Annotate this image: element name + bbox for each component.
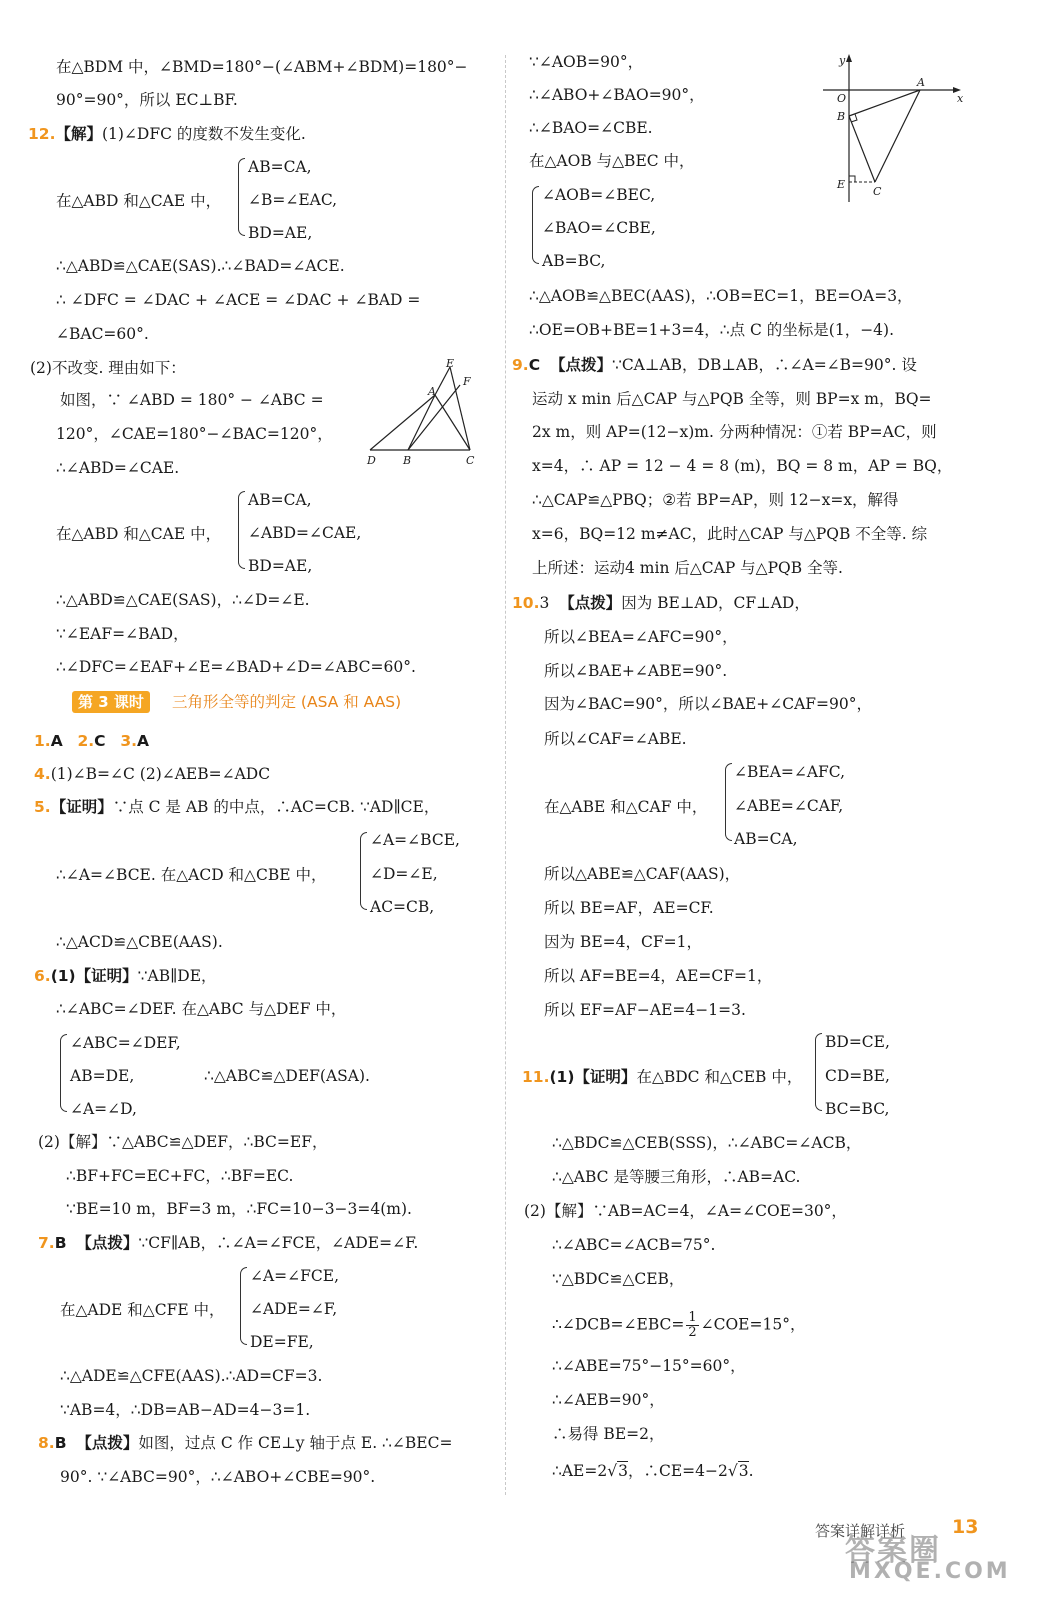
system-lead: 在△ABD 和△CAE 中， [56, 192, 222, 210]
text-line: 所以 EF=AF−AE=4−1=3. [544, 1001, 746, 1019]
system-lead: 在△ABE 和△CAF 中， [544, 798, 708, 816]
radicand: 3 [618, 1462, 628, 1480]
text-line: ∴ ∠DFC = ∠DAC + ∠ACE = ∠DAC + ∠BAD = [56, 291, 421, 309]
text-line: ∴∠AEB=90°， [552, 1391, 665, 1409]
answer-value: B [54, 1234, 67, 1252]
system-lead: 在△ADE 和△CFE 中， [60, 1301, 225, 1319]
system-row: CD=BE, [825, 1067, 890, 1085]
question-number: 7. [38, 1234, 55, 1252]
question-number: 5. [34, 798, 51, 816]
label-A: A [428, 385, 436, 398]
system-row: AB=CA, [734, 830, 798, 848]
watermark-url: MXQE.COM [849, 1559, 1011, 1584]
text: ∵点 C 是 AB 的中点，∴AC=CB. ∵AD∥CE， [112, 798, 440, 816]
text-line: 上所述：运动4 min 后△CAP 与△PQB 全等. [532, 559, 843, 577]
label-F: F [463, 375, 471, 388]
text-line: 所以∠CAF=∠ABE. [544, 730, 687, 748]
text-line: ∴△ADE≌△CFE(AAS).∴AD=CF=3. [60, 1367, 323, 1385]
question-12 [28, 124, 306, 144]
system-row: BD=AE, [248, 224, 313, 242]
label-O: O [837, 92, 847, 105]
text-line: 2x m，则 AP=(12−x)m. 分两种情况：①若 BP=AC，则 [532, 423, 937, 441]
label-C: C [466, 454, 475, 467]
text: ∴AE=2 [552, 1462, 608, 1480]
text: (1)∠DFC 的度数不发生变化. [101, 125, 306, 143]
answer-value: A [50, 732, 63, 750]
label-A: A [917, 76, 925, 89]
question-11 [522, 1067, 802, 1087]
page-number: 13 [952, 1516, 979, 1538]
brace [238, 491, 245, 569]
text-line: ∵BE=10 m，BF=3 m，∴FC=10−3−3=4(m). [66, 1200, 412, 1218]
text: ∴∠DCB=∠EBC= [552, 1315, 685, 1334]
answer-tag: 【证明】 [50, 798, 113, 816]
label-B: B [403, 454, 412, 467]
question-9 [512, 355, 917, 375]
system-row: ∠ADE=∠F, [250, 1300, 338, 1318]
text-line: ∵△BDC≌△CEB， [552, 1270, 685, 1288]
text-line: 所以∠BAE+∠ABE=90°. [544, 662, 728, 680]
system-row: ∠D=∠E, [370, 865, 438, 883]
text-line: ∴△BDC≌△CEB(SSS)，∴∠ABC=∠ACB， [552, 1134, 862, 1152]
text-line: ∴BF+FC=EC+FC，∴BF=EC. [66, 1167, 294, 1185]
system-row: ∠ABD=∠CAE, [248, 524, 362, 542]
text-line: ∴∠ABE=75°−15°=60°， [552, 1357, 746, 1375]
question-10 [512, 593, 810, 613]
text-line: 所以 BE=AF，AE=CF. [544, 899, 714, 917]
text-line: ∴△CAP≌△PBQ；②若 BP=AP，则 12−x=x，解得 [532, 491, 899, 509]
system-row: ∠ABC=∠DEF, [70, 1034, 181, 1052]
system-lead: 在△ABD 和△CAE 中， [56, 525, 222, 543]
brace [60, 1034, 67, 1112]
text-line: ∴△AOB≌△BEC(AAS)，∴OB=EC=1，BE=OA=3， [529, 287, 913, 305]
text-line: 因为 BE=4，CF=1， [544, 933, 702, 951]
label-C: C [873, 185, 882, 198]
answer-value: B [54, 1434, 67, 1452]
question-5 [34, 797, 439, 817]
text-line: ∴∠DFC=∠EAF+∠E=∠BAD+∠D=∠ABC=60°. [56, 658, 416, 676]
text: 因为 BE⊥AD，CF⊥AD， [621, 594, 810, 612]
system-row: AB=CA, [248, 158, 312, 176]
system-row: AB=CA, [248, 491, 312, 509]
answer-tag: (1)【证明】 [50, 967, 138, 985]
sqrt-symbol: √ [727, 1462, 738, 1480]
text: ，∴CE=4−2 [627, 1462, 728, 1480]
question-number: 10. [512, 594, 540, 612]
text: ∵CA⊥AB，DB⊥AB，∴∠A=∠B=90°. 设 [611, 356, 917, 374]
question-7 [38, 1233, 418, 1253]
brace [360, 832, 367, 910]
fraction [686, 1311, 698, 1340]
text-line: 如图，∵ ∠ABD = 180° − ∠ABC = [60, 391, 324, 409]
text-line: ∴∠ABD=∠CAE. [56, 459, 180, 477]
text-line: ∴∠BAO=∠CBE. [529, 119, 653, 137]
brace [725, 763, 732, 841]
sqrt-symbol: √ [607, 1462, 618, 1480]
question-number: 12. [28, 125, 56, 143]
system-row: ∠A=∠FCE, [250, 1267, 340, 1285]
system-row: AC=CB, [370, 898, 435, 916]
label-x: x [957, 92, 964, 105]
denominator: 2 [688, 1325, 697, 1340]
text-line: ∴∠ABO+∠BAO=90°， [529, 86, 705, 104]
label-D: D [367, 454, 376, 467]
question-number: 3. [120, 732, 138, 750]
system-row: ∠ABE=∠CAF, [734, 797, 844, 815]
system-row: DE=FE, [250, 1333, 314, 1351]
system-row: AB=BC, [542, 252, 606, 270]
label-E: E [837, 178, 846, 191]
lesson-title: 三角形全等的判定 (ASA 和 AAS) [172, 693, 402, 711]
text-line: ∠BAC=60°. [56, 325, 149, 343]
brace [240, 1267, 247, 1345]
hint-tag: 【点拨】 [76, 1234, 139, 1252]
text-line: ∴△ABC 是等腰三角形，∴AB=AC. [552, 1168, 801, 1186]
coordinate-figure [817, 52, 967, 207]
text-line: ∴△ACD≌△CBE(AAS). [56, 933, 223, 951]
system-row: ∠A=∠BCE, [370, 831, 460, 849]
system-row: BC=BC, [825, 1100, 890, 1118]
watermark-logo-text: 答案圈 [845, 1533, 941, 1568]
radicand: 3 [738, 1462, 749, 1480]
text-line: ∴易得 BE=2， [552, 1425, 665, 1443]
brace [815, 1033, 822, 1111]
fraction-line [552, 1311, 805, 1340]
text-line: 所以△ABE≌△CAF(AAS)， [544, 865, 741, 883]
system-row: ∠BEA=∠AFC, [734, 763, 846, 781]
text-line: 90°=90°，所以 EC⊥BF. [56, 91, 238, 109]
text-line: (2)【解】∵AB=AC=4，∠A=∠COE=30°， [524, 1202, 847, 1220]
question-4 [34, 764, 270, 784]
text: ∠COE=15°， [700, 1315, 806, 1334]
system-row: ∠BAO=∠CBE, [542, 219, 656, 237]
text: ∵AB∥DE， [137, 967, 217, 985]
text: 在△BDC 和△CEB 中， [636, 1068, 803, 1086]
question-6 [34, 966, 217, 986]
text-line: 120°，∠CAE=180°−∠BAC=120°， [56, 425, 333, 443]
text-line: ∵∠AOB=90°， [529, 53, 644, 71]
text: ∵CF∥AB，∴∠A=∠FCE，∠ADE=∠F. [138, 1234, 419, 1252]
hint-tag: 【点拨】 [76, 1434, 139, 1452]
text-line: 因为∠BAC=90°，所以∠BAE+∠CAF=90°， [544, 695, 873, 713]
sqrt-line [552, 1461, 754, 1481]
system-row: AB=DE, [70, 1067, 135, 1085]
question-number: 9. [512, 356, 529, 374]
question-number: 8. [38, 1434, 55, 1452]
question-number: 1. [34, 732, 51, 750]
answer-value: A [137, 732, 150, 750]
text-line: ∴∠ABC=∠DEF. 在△ABC 与△DEF 中， [56, 1000, 347, 1018]
text-line: x=6，BQ=12 m≠AC，此时△CAP 与△PQB 不全等. 综 [532, 525, 928, 543]
text-line: ∵∠EAF=∠BAD， [56, 625, 189, 643]
text: (1)∠B=∠C (2)∠AEB=∠ADC [50, 765, 271, 783]
text-line: 所以 AF=BE=4，AE=CF=1， [544, 967, 773, 985]
hint-tag: 【点拨】 [549, 356, 612, 374]
footer-label: 答案详解详析 [815, 1522, 906, 1540]
text-line: 在△AOB 与△BEC 中， [529, 152, 695, 170]
text-line: ∴∠ABC=∠ACB=75°. [552, 1236, 716, 1254]
question-number: 6. [34, 967, 51, 985]
text-line: ∴△ABD≌△CAE(SAS)，∴∠D=∠E. [56, 591, 310, 609]
text-line: 90°. ∵∠ABC=90°，∴∠ABO+∠CBE=90°. [60, 1468, 376, 1486]
brace [238, 158, 245, 236]
brace [532, 186, 539, 264]
system-row: ∠AOB=∠BEC, [542, 186, 656, 204]
system-row: BD=CE, [825, 1033, 890, 1051]
lesson-banner: 第 3 课时 [72, 691, 150, 713]
system-lead: ∴∠A=∠BCE. 在△ACD 和△CBE 中， [56, 866, 327, 884]
label-y: y [839, 54, 846, 67]
text-line: x=4，∴ AP = 12 − 4 = 8 (m)，BQ = 8 m，AP = BQ， [532, 457, 953, 475]
answer-tag: 【解】 [55, 125, 102, 143]
hint-tag: 【点拨】 [559, 594, 622, 612]
column-divider [505, 55, 506, 1495]
text-line: ∴△ABD≌△CAE(SAS).∴∠BAD=∠ACE. [56, 257, 345, 275]
triangle-figure [360, 355, 485, 470]
text-line: (2)【解】∵△ABC≌△DEF，∴BC=EF， [38, 1133, 328, 1151]
text-line: ∴△ABC≌△DEF(ASA). [204, 1067, 370, 1085]
answer-value: C [528, 356, 541, 374]
system-row: BD=AE, [248, 557, 313, 575]
text-line: (2)不改变. 理由如下： [30, 359, 186, 377]
question-number: 11. [522, 1068, 550, 1086]
text-line: 所以∠BEA=∠AFC=90°， [544, 628, 738, 646]
system-row: ∠A=∠D, [70, 1100, 137, 1118]
system-row: ∠B=∠EAC, [248, 191, 338, 209]
numerator: 1 [688, 1310, 697, 1325]
question-number: 2. [77, 732, 95, 750]
text-line: 在△BDM 中，∠BMD=180°−(∠ABM+∠BDM)=180°− [56, 58, 468, 76]
answer-value: C [94, 732, 106, 750]
text: 如图，过点 C 作 CE⊥y 轴于点 E. ∴∠BEC= [138, 1434, 453, 1452]
question-8 [38, 1433, 452, 1453]
text-line: 运动 x min 后△CAP 与△PQB 全等，则 BP=x m，BQ= [532, 390, 932, 408]
question-number: 4. [34, 765, 51, 783]
answers-1-3 [34, 731, 149, 751]
answer-tag: (1)【证明】 [549, 1068, 637, 1086]
label-B: B [837, 110, 846, 123]
label-E: E [446, 357, 455, 370]
text: . [748, 1462, 754, 1480]
answer-value: 3 [539, 594, 550, 612]
text-line: ∴OE=OB+BE=1+3=4，∴点 C 的坐标是(1，−4). [529, 321, 895, 339]
text-line: ∵AB=4，∴DB=AB−AD=4−3=1. [60, 1401, 311, 1419]
